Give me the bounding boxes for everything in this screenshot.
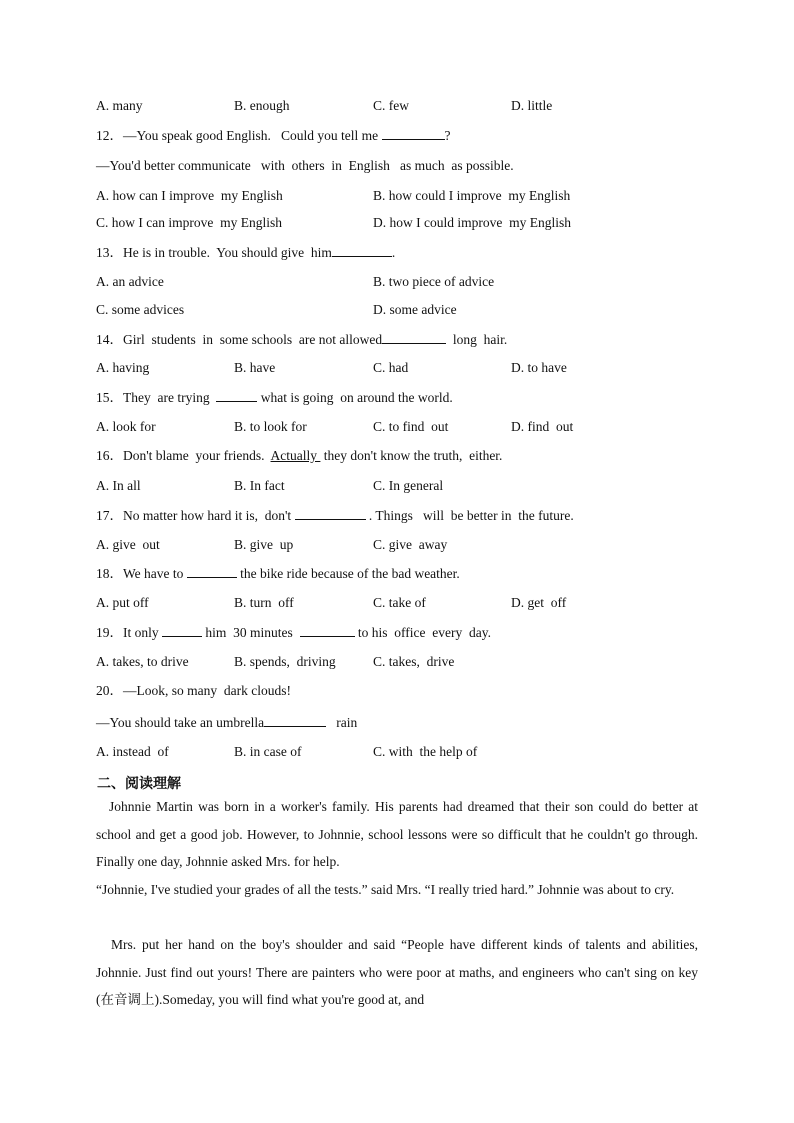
q19-stem-mid: him 30 minutes bbox=[202, 625, 300, 640]
q19-stem-post: to his office every day. bbox=[354, 625, 491, 640]
q19-stem-pre: 19．It only bbox=[96, 625, 162, 640]
q15-stem-post: what is going on around the world. bbox=[257, 390, 453, 405]
passage-paragraph-1: Johnnie Martin was born in a worker's family. His parents had dreamed that their son could do better at school and get a good job. However, to Johnnie, school lessons were so difficult that he couldn't go through. Finally one day, Johnnie asked Mrs. for help. bbox=[96, 799, 698, 869]
q18-blank bbox=[187, 564, 237, 578]
q12-option-c: C. how I can improve my English bbox=[96, 215, 282, 230]
q12-blank bbox=[382, 126, 445, 140]
q20-option-c: C. with the help of bbox=[373, 744, 478, 759]
q16-option-c: C. In general bbox=[373, 478, 444, 493]
q20-stem: 20．—Look, so many dark clouds! bbox=[96, 683, 291, 698]
q12-option-d: D. how I could improve my English bbox=[373, 215, 571, 230]
q13-stem bbox=[96, 243, 395, 262]
q13-option-b: B. two piece of advice bbox=[373, 274, 495, 289]
q13-option-c: C. some advices bbox=[96, 302, 185, 317]
q11-option-b: B. enough bbox=[234, 98, 290, 113]
q13-option-a: A. an advice bbox=[96, 274, 164, 289]
q19-blank-2 bbox=[300, 623, 355, 637]
q11-option-a: A. many bbox=[96, 98, 143, 113]
q14-option-d: D. to have bbox=[511, 360, 567, 375]
q20-reply-post: rain bbox=[326, 715, 358, 730]
q17-option-c: C. give away bbox=[373, 537, 448, 552]
q13-stem-post: . bbox=[391, 245, 396, 260]
q12-stem bbox=[96, 126, 451, 145]
q17-stem bbox=[96, 506, 574, 525]
q18-option-c: C. take of bbox=[373, 595, 426, 610]
q17-option-a: A. give out bbox=[96, 537, 160, 552]
q16-stem-pre: 16．Don't blame your friends. bbox=[96, 448, 271, 463]
q16-stem bbox=[96, 447, 502, 465]
q16-underlined-word: Actually bbox=[270, 448, 321, 463]
q12-stem-pre: 12．—You speak good English. Could you tell me bbox=[96, 128, 382, 143]
q20-option-a: A. instead of bbox=[96, 744, 169, 759]
q18-option-b: B. turn off bbox=[234, 595, 294, 610]
q15-blank bbox=[216, 388, 257, 402]
q15-stem bbox=[96, 388, 453, 407]
q14-option-c: C. had bbox=[373, 360, 409, 375]
q17-stem-pre: 17．No matter how hard it is, don't bbox=[96, 508, 295, 523]
q15-option-b: B. to look for bbox=[234, 419, 307, 434]
q15-option-a: A. look for bbox=[96, 419, 156, 434]
q15-stem-pre: 15．They are trying bbox=[96, 390, 217, 405]
q19-option-b: B. spends, driving bbox=[234, 654, 336, 669]
q14-blank bbox=[382, 330, 446, 344]
q15-option-c: C. to find out bbox=[373, 419, 449, 434]
q14-stem-pre: 14．Girl students in some schools are not allowed bbox=[96, 332, 383, 347]
q16-option-a: A. In all bbox=[96, 478, 141, 493]
q18-stem-pre: 18．We have to bbox=[96, 566, 187, 581]
q17-blank bbox=[295, 506, 366, 520]
q17-stem-post: . Things will be better in the future. bbox=[365, 508, 574, 523]
q15-option-d: D. find out bbox=[511, 419, 574, 434]
q20-option-b: B. in case of bbox=[234, 744, 302, 759]
q16-stem-post: they don't know the truth, either. bbox=[320, 448, 503, 463]
q14-option-b: B. have bbox=[234, 360, 276, 375]
q12-option-a: A. how can I improve my English bbox=[96, 188, 283, 203]
q19-option-c: C. takes, drive bbox=[373, 654, 455, 669]
q12-stem-post: ? bbox=[444, 128, 451, 143]
q12-reply: —You'd better communicate with others in English as much as possible. bbox=[96, 158, 514, 173]
q18-stem bbox=[96, 564, 460, 583]
q13-blank bbox=[332, 243, 392, 257]
q19-blank-1 bbox=[162, 623, 202, 637]
q13-stem-pre: 13．He is in trouble. You should give him bbox=[96, 245, 332, 260]
q12-option-b: B. how could I improve my English bbox=[373, 188, 571, 203]
q19-stem bbox=[96, 623, 491, 642]
q14-stem-post: long hair. bbox=[446, 332, 508, 347]
q13-option-d: D. some advice bbox=[373, 302, 457, 317]
passage-paragraph-3: Mrs. put her hand on the boy's shoulder and said “People have different kinds of talents and abilities, Johnnie. Just find out yours! There are painters who were poor at maths, and engineers who can't sing on key (在音调上).Someday, you will find what you're good at, and bbox=[96, 937, 698, 1007]
q11-option-c: C. few bbox=[373, 98, 409, 113]
q18-option-a: A. put off bbox=[96, 595, 149, 610]
q20-blank bbox=[264, 713, 326, 727]
q20-reply bbox=[96, 713, 357, 732]
section-title-reading: 二、阅读理解 bbox=[97, 776, 181, 792]
q18-stem-post: the bike ride because of the bad weather. bbox=[236, 566, 460, 581]
q19-option-a: A. takes, to drive bbox=[96, 654, 189, 669]
q14-stem bbox=[96, 330, 507, 349]
q17-option-b: B. give up bbox=[234, 537, 294, 552]
q20-reply-pre: —You should take an umbrella bbox=[96, 715, 265, 730]
q14-option-a: A. having bbox=[96, 360, 150, 375]
q16-option-b: B. In fact bbox=[234, 478, 285, 493]
q18-option-d: D. get off bbox=[511, 595, 567, 610]
passage-paragraph-2: “Johnnie, I've studied your grades of all the tests.” said Mrs. “I really tried hard.” Johnnie was about to cry. bbox=[96, 882, 675, 897]
q11-option-d: D. little bbox=[511, 98, 553, 113]
